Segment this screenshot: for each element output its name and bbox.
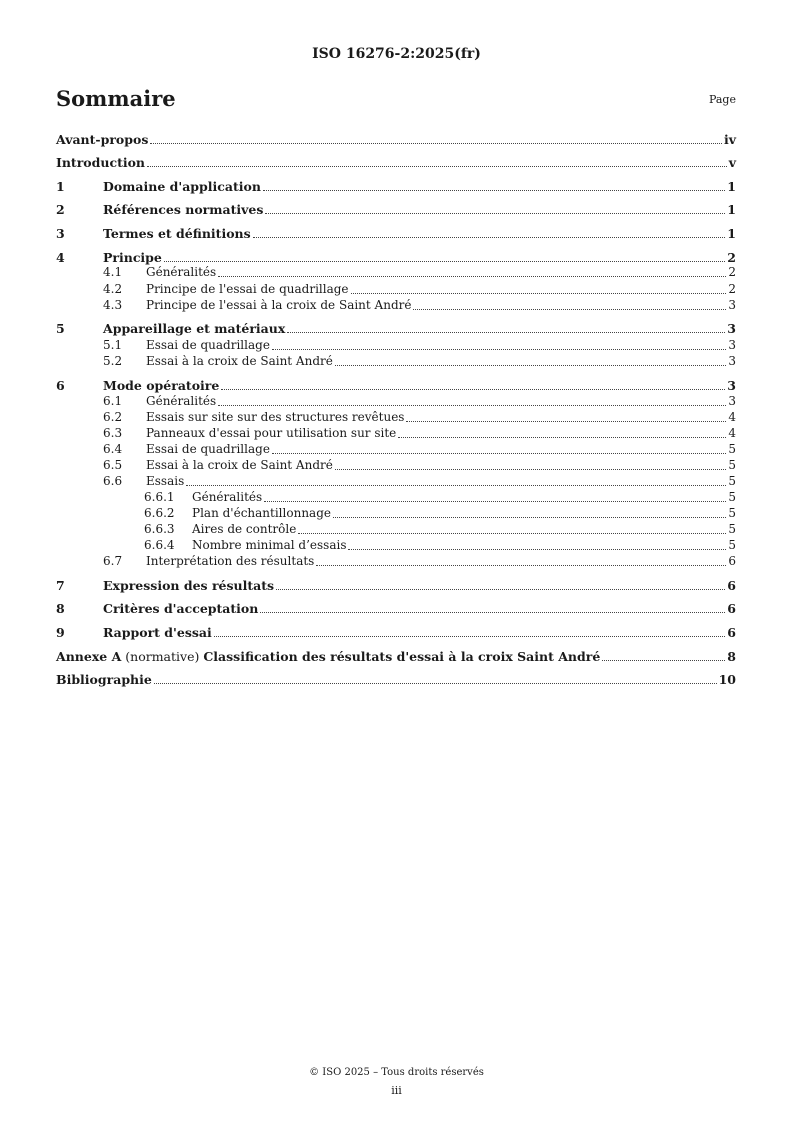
toc-entry-label <box>56 649 600 664</box>
toc-dot-leader <box>335 468 727 470</box>
toc-entry[interactable] <box>56 410 736 425</box>
toc-entry[interactable] <box>56 554 736 569</box>
toc-entry[interactable] <box>56 282 736 297</box>
toc-entry-page: iv <box>723 132 736 147</box>
toc-entry-page: 5 <box>728 522 736 536</box>
toc-entry[interactable] <box>56 338 736 353</box>
toc-entry[interactable] <box>56 378 736 393</box>
toc-entry-number: 3 <box>56 226 65 241</box>
toc-entry[interactable] <box>56 394 736 409</box>
toc-entry-page: 3 <box>727 378 736 393</box>
toc-entry[interactable] <box>56 426 736 441</box>
toc-entry-number: 6 <box>56 378 65 393</box>
toc-entry[interactable] <box>56 490 736 505</box>
toc-dot-leader <box>154 682 717 684</box>
toc-entry[interactable] <box>56 132 736 147</box>
toc-entry[interactable] <box>56 226 736 241</box>
toc-entry-label: Références normatives <box>103 202 264 217</box>
toc-dot-leader <box>333 516 726 518</box>
toc-dot-leader <box>186 484 726 486</box>
toc-entry[interactable] <box>56 321 736 336</box>
toc-entry-label: Principe de l'essai à la croix de Saint André <box>146 298 412 312</box>
annex-title: Classification des résultats d'essai à la croix Saint André <box>203 649 601 664</box>
toc-entry-label: Essai à la croix de Saint André <box>146 354 333 368</box>
toc-entry-label: Essai de quadrillage <box>146 338 270 352</box>
toc-entry-label: Introduction <box>56 155 146 170</box>
toc-dot-leader <box>406 420 726 422</box>
toc-entry-number: 6.6.1 <box>144 490 175 504</box>
toc-entry[interactable] <box>56 672 736 687</box>
toc-entry[interactable] <box>56 578 736 593</box>
toc-entry[interactable] <box>56 601 736 616</box>
toc-dot-leader <box>260 611 725 613</box>
toc-entry-page: 6 <box>728 554 736 568</box>
toc-dot-leader <box>351 292 727 294</box>
toc-entry-label: Principe de l'essai de quadrillage <box>146 282 349 296</box>
toc-entry[interactable] <box>56 179 736 194</box>
toc-entry-number: 8 <box>56 601 65 616</box>
toc-entry-number: 6.2 <box>103 410 123 424</box>
footer-copyright: © ISO 2025 – Tous droits réservés <box>309 1067 484 1078</box>
toc-title: Sommaire <box>56 86 176 111</box>
toc-entry-label: Nombre minimal d’essais <box>192 538 347 552</box>
toc-entry-label: Généralités <box>192 490 263 504</box>
toc-dot-leader <box>272 452 726 454</box>
toc-dot-leader <box>398 436 726 438</box>
toc-entry[interactable] <box>56 442 736 457</box>
toc-entry-label: Principe <box>103 250 162 265</box>
toc-entry-number: 5.1 <box>103 338 123 352</box>
toc-entry-label: Panneaux d'essai pour utilisation sur site <box>146 426 397 440</box>
toc-entry-page: 2 <box>728 265 736 279</box>
toc-entry-label: Critères d'acceptation <box>103 601 259 616</box>
toc-page-column-label: Page <box>708 93 736 106</box>
toc-entry[interactable] <box>56 625 736 640</box>
toc-dot-leader <box>264 500 726 502</box>
toc-dot-leader <box>218 275 726 277</box>
annex-type: (normative) <box>121 649 204 664</box>
toc-entry-number: 9 <box>56 625 65 640</box>
toc-entry-label: Bibliographie <box>56 672 152 687</box>
toc-entry-page: 2 <box>728 282 736 296</box>
toc-entry-page: 3 <box>728 354 736 368</box>
toc-entry-number: 1 <box>56 179 65 194</box>
toc-entry-label: Généralités <box>146 265 217 279</box>
toc-dot-leader <box>221 388 725 390</box>
document-id-header: ISO 16276-2:2025(fr) <box>312 46 481 62</box>
toc-entry-number: 6.5 <box>103 458 123 472</box>
toc-entry-label: Avant-propos <box>56 132 149 147</box>
toc-entry-label: Appareillage et matériaux <box>103 321 286 336</box>
toc-entry-label: Termes et définitions <box>103 226 251 241</box>
toc-dot-leader <box>287 331 725 333</box>
toc-entry-number: 6.6 <box>103 474 123 488</box>
toc-entry-page: 6 <box>727 601 736 616</box>
toc-entry-number: 6.6.2 <box>144 506 175 520</box>
toc-entry-page: 1 <box>727 179 736 194</box>
toc-dot-leader <box>335 364 727 366</box>
toc-entry-number: 6.1 <box>103 394 123 408</box>
toc-entry-label: Essais <box>146 474 185 488</box>
toc-entry-page: 4 <box>728 410 736 424</box>
toc-entry[interactable] <box>56 649 736 664</box>
toc-dot-leader <box>298 532 726 534</box>
toc-dot-leader <box>272 348 726 350</box>
toc-entry-label: Expression des résultats <box>103 578 275 593</box>
toc-entry-label: Domaine d'application <box>103 179 261 194</box>
toc-entry-number: 6.6.3 <box>144 522 175 536</box>
annex-label: Annexe A <box>56 649 122 664</box>
toc-dot-leader <box>164 260 725 262</box>
toc-entry-number: 6.4 <box>103 442 123 456</box>
toc-entry-page: 2 <box>727 250 736 265</box>
toc-entry-page: 3 <box>728 394 736 408</box>
toc-entry-number: 4.2 <box>103 282 123 296</box>
toc-entry[interactable] <box>56 250 736 265</box>
toc-dot-leader <box>276 588 725 590</box>
toc-entry[interactable] <box>56 202 736 217</box>
toc-entry-label: Essai de quadrillage <box>146 442 270 456</box>
toc-entry-page: 5 <box>728 442 736 456</box>
toc-entry-page: 8 <box>727 649 736 664</box>
toc-entry-page: 3 <box>728 338 736 352</box>
toc-entry[interactable] <box>56 155 736 170</box>
footer-page-number: iii <box>391 1084 402 1097</box>
toc-entry-number: 5.2 <box>103 354 123 368</box>
toc-entry-number: 6.6.4 <box>144 538 175 552</box>
toc-entry-number: 7 <box>56 578 65 593</box>
toc-entry-label: Essais sur site sur des structures revêtues <box>146 410 405 424</box>
toc-dot-leader <box>218 404 726 406</box>
toc-entry-page: 5 <box>728 506 736 520</box>
toc-entry[interactable] <box>56 298 736 313</box>
toc-entry-number: 2 <box>56 202 65 217</box>
toc-entry-page: 10 <box>718 672 736 687</box>
toc-entry[interactable] <box>56 538 736 553</box>
toc-entry-page: 5 <box>728 490 736 504</box>
toc-entry-page: 1 <box>727 202 736 217</box>
toc-entry-label: Interprétation des résultats <box>146 554 315 568</box>
toc-entry-page: 6 <box>727 578 736 593</box>
toc-dot-leader <box>150 142 722 144</box>
toc-entry-page: 5 <box>728 458 736 472</box>
toc-entry-label: Généralités <box>146 394 217 408</box>
toc-dot-leader <box>147 165 727 167</box>
toc-entry-number: 4.1 <box>103 265 123 279</box>
toc-entry-number: 5 <box>56 321 65 336</box>
toc-entry-label: Aires de contrôle <box>192 522 297 536</box>
toc-dot-leader <box>413 308 726 310</box>
toc-dot-leader <box>316 564 726 566</box>
toc-entry-label: Rapport d'essai <box>103 625 212 640</box>
toc-entry[interactable] <box>56 506 736 521</box>
toc-entry[interactable] <box>56 474 736 489</box>
toc-entry-page: 3 <box>727 321 736 336</box>
toc-entry[interactable] <box>56 354 736 369</box>
toc-dot-leader <box>253 236 726 238</box>
toc-entry-number: 4.3 <box>103 298 123 312</box>
toc-entry-page: v <box>728 155 736 170</box>
toc-dot-leader <box>265 212 725 214</box>
toc-entry-page: 6 <box>727 625 736 640</box>
toc-dot-leader <box>602 659 725 661</box>
toc-entry[interactable] <box>56 265 736 280</box>
toc-entry[interactable] <box>56 522 736 537</box>
toc-entry-label: Plan d'échantillonnage <box>192 506 331 520</box>
toc-entry-label: Essai à la croix de Saint André <box>146 458 333 472</box>
toc-entry[interactable] <box>56 458 736 473</box>
toc-entry-number: 6.3 <box>103 426 123 440</box>
toc-entry-label: Mode opératoire <box>103 378 220 393</box>
toc-dot-leader <box>263 189 725 191</box>
toc-entry-number: 4 <box>56 250 65 265</box>
toc-dot-leader <box>214 635 726 637</box>
toc-entry-page: 3 <box>728 298 736 312</box>
toc-entry-page: 1 <box>727 226 736 241</box>
toc-entry-page: 4 <box>728 426 736 440</box>
toc-entry-page: 5 <box>728 474 736 488</box>
toc-entry-page: 5 <box>728 538 736 552</box>
toc-entry-number: 6.7 <box>103 554 123 568</box>
toc-dot-leader <box>348 548 726 550</box>
